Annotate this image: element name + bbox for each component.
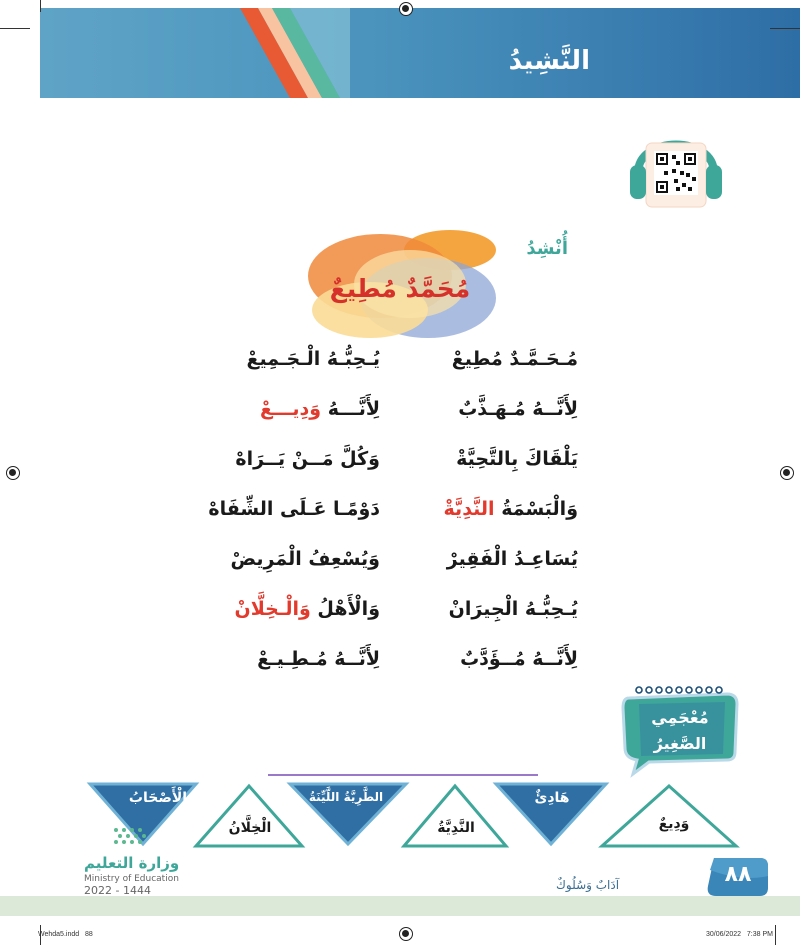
poem-line-6-right: يُـحِبُّـهُ الْجِيرَانْ	[448, 598, 578, 620]
poem-line-5-right: يُسَاعِـدُ الْفَقِيرْ	[446, 548, 578, 570]
vocab-khillan: الْخِلَّانُ	[228, 820, 272, 836]
ministry-logo-ar: وزارة التعليم	[84, 854, 180, 872]
poem-line-2-left	[260, 398, 380, 420]
poem-line-4-right	[444, 498, 578, 520]
poem-line-5-left: وَيُسْعِفُ الْمَرِيضْ	[230, 548, 380, 570]
crop-mark	[40, 0, 41, 12]
print-date-label: 30/06/2022 7:38 PM	[706, 931, 773, 938]
poem-title: مُحَمَّدٌ مُطِيعٌ	[329, 274, 471, 303]
header-band	[40, 8, 800, 98]
dictionary-title-2: الصَّغِيرُ	[653, 734, 707, 753]
unit-label: آدَابٌ وَسُلُوكٌ	[556, 878, 620, 892]
registration-mark	[399, 927, 413, 941]
poem-highlight-khillan: وَالْـخِلَّانْ	[234, 598, 311, 620]
poem-highlight-wadee: وَدِيـــعْ	[259, 398, 322, 420]
page-title: النَّشِيدُ	[508, 46, 590, 76]
poem-line-1-left: يُـحِبُّـهُ الْـجَـمِيعْ	[246, 348, 380, 370]
vocab-hadi: هَادِئٌ	[534, 790, 570, 806]
dictionary-badge	[615, 678, 745, 778]
poem-line-3-right: يَلْقَاكَ بِالتَّحِيَّةْ	[456, 448, 578, 470]
footer-band	[0, 896, 800, 916]
vocab-tariyya: الطَّرِيَّةُ اللَّيِّنَةُ	[308, 790, 384, 804]
poem-highlight-nadiyya: النَّدِيَّةْ	[443, 498, 495, 520]
crop-mark	[775, 925, 776, 945]
poem-line-2-right: لِأَنَّــهُ مُـهَـذَّبٌ	[458, 398, 578, 420]
vocab-ashab: الْأَصْحَابُ	[128, 790, 188, 806]
poem-line-1-right: مُـحَـمَّـدٌ مُطِيعْ	[451, 348, 578, 370]
poem-line-2-left-text: لِأَنَّـــهُ	[321, 398, 380, 420]
crop-mark	[770, 28, 800, 29]
dictionary-title-1: مُعْجَمِي	[651, 708, 709, 727]
poem-line-3-left: وَكُلَّ مَــنْ يَــرَاهْ	[235, 448, 380, 470]
print-file-label: Wehda5.indd 88	[38, 931, 93, 938]
vocab-wadee: وَدِيعٌ	[658, 816, 690, 832]
page-number: ٨٨	[724, 862, 752, 887]
section-label: أُنْشِدُ	[526, 238, 568, 259]
poem-line-6-left-text: وَالْأَهْلُ	[310, 598, 380, 620]
headphones-qr-icon[interactable]	[624, 115, 728, 215]
poem-line-6-left	[234, 598, 380, 620]
poem-line-7-left: لِأَنَّــهُ مُـطِـيـعْ	[257, 648, 380, 670]
registration-mark	[399, 2, 413, 16]
ministry-logo-en: Ministry of Education	[84, 874, 179, 884]
vocab-nadiyya: النَّدِيَّةُ	[437, 820, 475, 836]
registration-mark	[6, 466, 20, 480]
poem-line-7-right: لِأَنَّــهُ مُــؤَدَّبٌ	[460, 648, 578, 670]
registration-mark	[780, 466, 794, 480]
poem-line-4-left: دَوْمًـا عَـلَى الشِّفَاهْ	[208, 498, 380, 520]
poem-line-4-right-text: وَالْبَسْمَةُ	[494, 498, 578, 520]
crop-mark	[0, 28, 30, 29]
edition-year: 2022 - 1444	[84, 884, 151, 897]
header-stripes	[200, 8, 350, 98]
separator-line	[268, 774, 538, 776]
